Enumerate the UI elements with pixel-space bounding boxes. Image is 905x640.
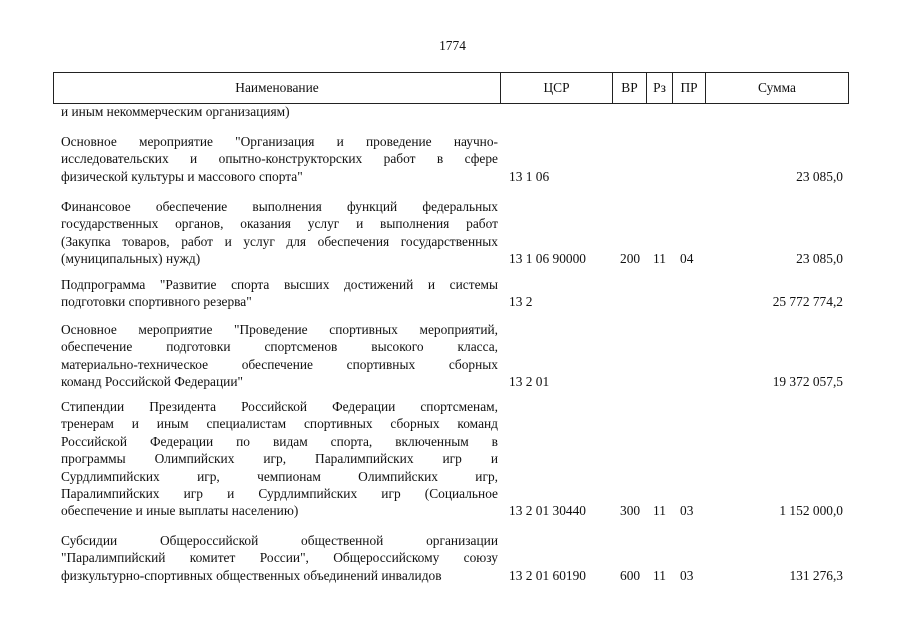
row-name-line: Сурдлимпийских игр, чемпионам Олимпийских игр, (61, 468, 498, 484)
row-name-line: и иным некоммерческим организациям) (61, 104, 290, 119)
row-name-line: Финансовое обеспечение выполнения функций федеральных (61, 199, 498, 214)
row-rz: 11 (653, 503, 666, 519)
row-name-line: команд Российской Федерации" (61, 374, 243, 390)
row-name-line: физической культуры и массового спорта" (61, 168, 303, 184)
row-pr: 03 (680, 503, 694, 519)
row-name (61, 398, 498, 520)
row-csr: 13 2 01 60190 (509, 567, 586, 583)
header-rz: Рз (646, 72, 672, 104)
row-name-line: тренерам и иным специалистам спортивных сборных команд (61, 416, 498, 432)
row-name (61, 133, 498, 185)
row-pr: 04 (680, 251, 694, 267)
row-name-line: Подпрограмма "Развитие спорта высших достижений и системы (61, 277, 498, 292)
row-rz: 11 (653, 251, 666, 267)
row-name-line: (муниципальных) нужд) (61, 251, 201, 267)
row-sum: 19 372 057,5 (772, 374, 843, 390)
row-name (61, 532, 498, 584)
header-vr: ВР (612, 72, 646, 104)
row-sum: 25 772 774,2 (772, 294, 843, 310)
header-pr: ПР (672, 72, 705, 104)
row-name (61, 321, 498, 391)
row-name-line: Российской Федерации по видам спорта, включенным в (61, 433, 498, 449)
row-name-line: исследовательских и опытно-конструкторских работ в сфере (61, 151, 498, 167)
row-csr: 13 2 01 30440 (509, 503, 586, 519)
row-csr: 13 2 01 (509, 374, 550, 390)
header-csr: ЦСР (500, 72, 612, 104)
row-name-line: подготовки спортивного резерва" (61, 294, 252, 310)
row-name (61, 276, 498, 311)
row-sum: 1 152 000,0 (779, 503, 843, 519)
row-name-line: "Паралимпийский комитет России", Общероссийскому союзу (61, 550, 498, 566)
header-sum: Сумма (705, 72, 849, 104)
row-name-line: Паралимпийских игр и Сурдлимпийских игр (Социальное (61, 486, 498, 502)
row-name-line: Стипендии Президента Российской Федерации спортсменам, (61, 399, 498, 414)
header-name: Наименование (53, 72, 500, 104)
row-vr: 300 (620, 503, 641, 519)
row-name-line: (Закупка товаров, работ и услуг для обеспечения государственных (61, 233, 498, 249)
row-name-line: обеспечение подготовки спортсменов высокого класса, (61, 339, 498, 355)
row-pr: 03 (680, 567, 694, 583)
row-csr: 13 2 (509, 294, 533, 310)
row-csr: 13 1 06 (509, 168, 550, 184)
row-name-line: государственных органов, оказания услуг и выполнения работ (61, 216, 498, 232)
row-sum: 23 085,0 (796, 251, 843, 267)
row-name-line: физкультурно-спортивных общественных объединений инвалидов (61, 567, 442, 583)
row-csr: 13 1 06 90000 (509, 251, 586, 267)
row-name-line: программы Олимпийских игр, Паралимпийских игр и (61, 451, 498, 467)
row-name-line: обеспечение и иные выплаты населению) (61, 503, 299, 519)
row-name-line: Основное мероприятие "Организация и проведение научно- (61, 134, 498, 149)
row-name-line: Основное мероприятие "Проведение спортивных мероприятий, (61, 322, 498, 337)
page-number: 1774 (439, 38, 466, 53)
row-name (61, 198, 498, 268)
row-vr: 600 (620, 567, 641, 583)
row-sum: 23 085,0 (796, 168, 843, 184)
row-name (61, 103, 498, 120)
row-name-line: материально-техническое обеспечение спортивных сборных (61, 356, 498, 372)
row-vr: 200 (620, 251, 641, 267)
row-sum: 131 276,3 (789, 567, 843, 583)
row-rz: 11 (653, 567, 666, 583)
row-name-line: Субсидии Общероссийской общественной организации (61, 533, 498, 548)
